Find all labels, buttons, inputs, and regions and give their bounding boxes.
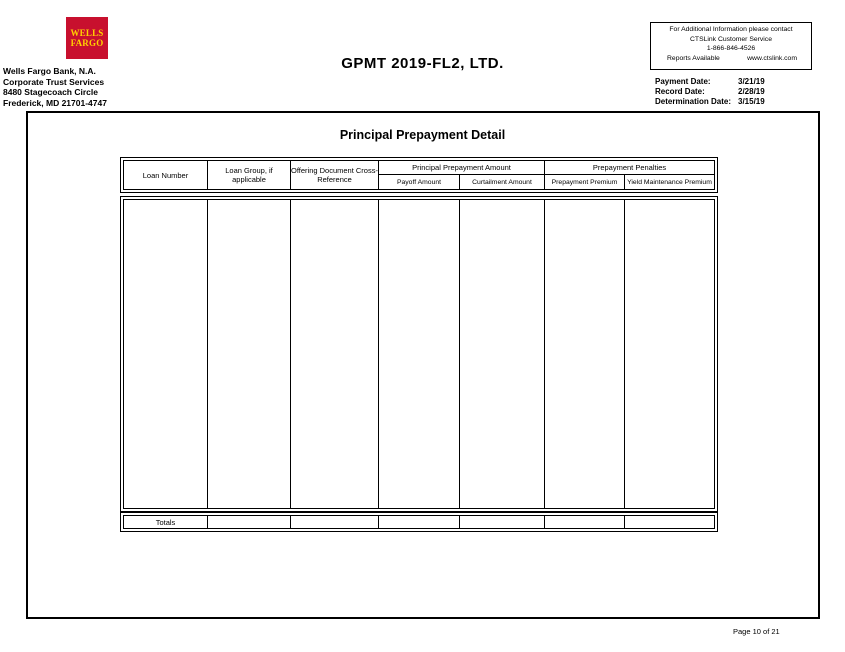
col-loan-number: Loan Number xyxy=(124,161,208,190)
info-line: For Additional Information please contact xyxy=(669,26,793,33)
date-value: 3/15/19 xyxy=(738,97,765,106)
col-payoff-amount: Payoff Amount xyxy=(379,175,460,190)
bank-address xyxy=(3,66,107,108)
date-value: 3/21/19 xyxy=(738,77,765,86)
address-line: Corporate Trust Services xyxy=(3,76,105,87)
totals-cell xyxy=(625,516,715,529)
totals-cell xyxy=(379,516,460,529)
totals-row xyxy=(120,512,718,532)
date-label: Determination Date: xyxy=(655,97,732,106)
col-prepayment-premium: Prepayment Premium xyxy=(545,175,625,190)
logo-line1: WELLS xyxy=(70,28,104,38)
dates-block xyxy=(655,77,765,107)
totals-cell xyxy=(545,516,625,529)
table-cell xyxy=(208,200,291,509)
table-cell xyxy=(124,200,208,509)
col-loan-group: Loan Group, if applicable xyxy=(208,161,291,190)
table-row xyxy=(124,200,715,509)
address-line: Wells Fargo Bank, N.A. xyxy=(3,66,96,76)
col-group-principal-prepayment: Principal Prepayment Amount xyxy=(379,161,545,175)
col-yield-maintenance-premium: Yield Maintenance Premium xyxy=(625,175,715,190)
col-group-prepayment-penalties: Prepayment Penalties xyxy=(545,161,715,175)
table-cell xyxy=(625,200,715,509)
totals-cell xyxy=(208,516,291,529)
payment-date-row xyxy=(655,77,765,87)
address-line: Frederick, MD 21701-4747 xyxy=(3,97,107,108)
contact-info-box xyxy=(650,22,812,70)
date-value: 2/28/19 xyxy=(738,87,765,96)
table-header xyxy=(120,157,718,193)
record-date-row xyxy=(655,87,765,97)
document-title: GPMT 2019-FL2, LTD. xyxy=(341,55,504,72)
address-line: 8480 Stagecoach Circle xyxy=(3,87,98,97)
date-label: Payment Date: xyxy=(655,77,711,86)
table-cell xyxy=(460,200,545,509)
table-cell xyxy=(545,200,625,509)
logo-line2: FARGO xyxy=(70,38,104,48)
section-title: Principal Prepayment Detail xyxy=(339,128,506,142)
col-curtailment-amount: Curtailment Amount xyxy=(460,175,545,190)
wells-fargo-logo xyxy=(66,17,108,59)
totals-cell xyxy=(291,516,379,529)
info-line: CTSLink Customer Service xyxy=(690,35,772,43)
date-label: Record Date: xyxy=(655,87,705,96)
page-number: Page 10 of 21 xyxy=(733,627,780,636)
table-cell xyxy=(291,200,379,509)
col-offering-document: Offering Document Cross-Reference xyxy=(291,161,379,190)
reports-label: Reports Available xyxy=(667,54,720,62)
table-cell xyxy=(379,200,460,509)
reports-link[interactable]: www.ctslink.com xyxy=(747,54,797,62)
info-line: 1-866-846-4526 xyxy=(706,45,756,52)
determination-date-row xyxy=(655,97,765,107)
totals-label: Totals xyxy=(124,516,208,529)
table-body xyxy=(120,196,718,512)
totals-cell xyxy=(460,516,545,529)
